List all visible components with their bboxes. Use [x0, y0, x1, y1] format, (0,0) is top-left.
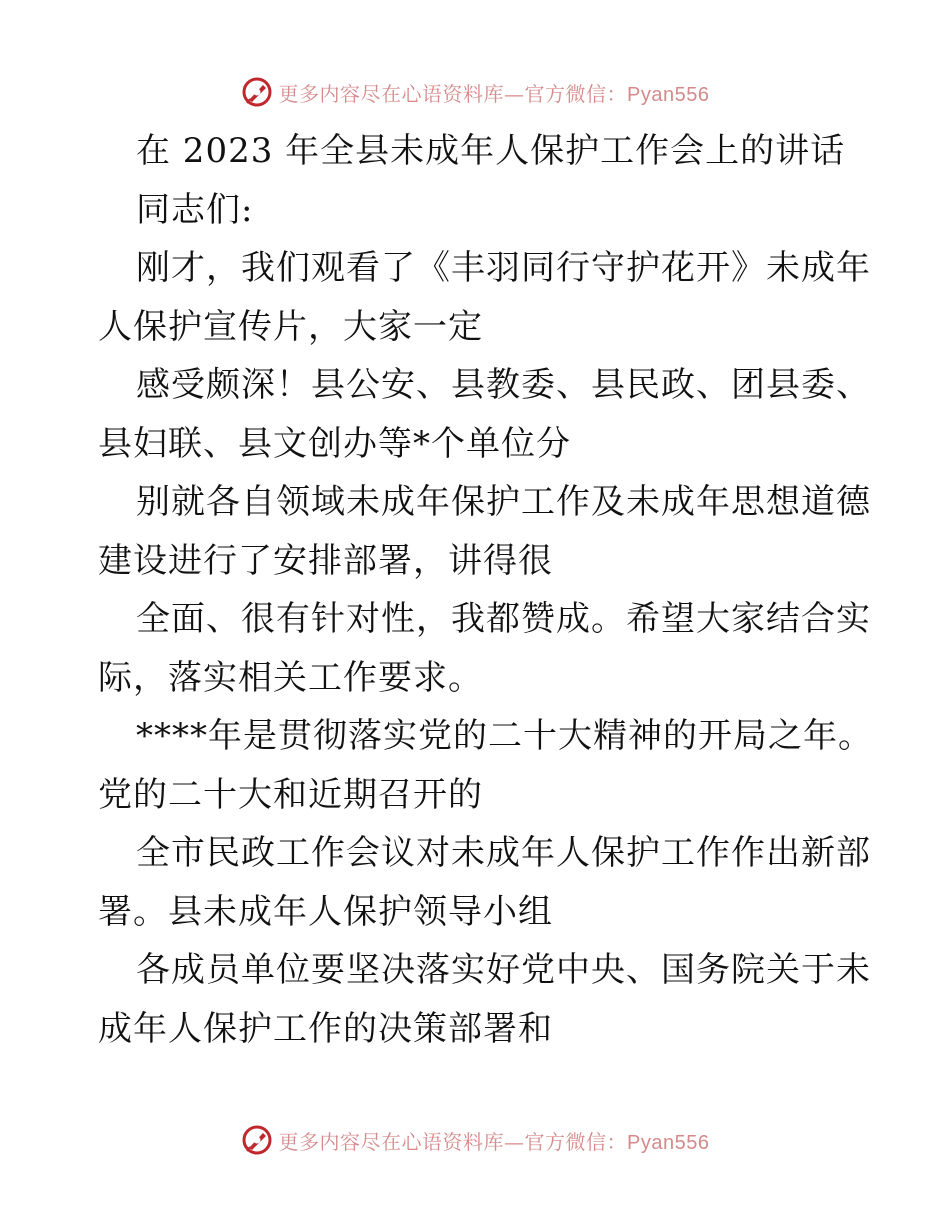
paragraph-line: 署。县未成年人保护领导小组 [98, 891, 553, 932]
paragraph-line: 各成员单位要坚决落实好党中央、国务院关于未 [136, 950, 871, 990]
quill-circle-logo-icon [241, 1124, 273, 1156]
paragraph-line: 建设进行了安排部署，讲得很 [98, 540, 553, 581]
paragraph-line: 成年人保护工作的决策部署和 [98, 1008, 553, 1049]
watermark-text: 更多内容尽在心语资料库—官方微信：Pyan556 [278, 1129, 710, 1154]
watermark-wechat-id: Pyan556 [627, 1131, 710, 1154]
paragraph-line: 全市民政工作会议对未成年人保护工作作出新部 [136, 833, 871, 873]
paragraph-line: 际，落实相关工作要求。 [98, 657, 483, 698]
paragraph-line: 县妇联、县文创办等*个单位分 [98, 423, 571, 464]
paragraph-line: 感受颇深！县公安、县教委、县民政、团县委、 [136, 365, 871, 405]
footer-watermark [0, 1120, 950, 1160]
quill-circle-logo-icon [241, 76, 273, 108]
paragraph-line: 刚才，我们观看了《丰羽同行守护花开》未成年 [136, 248, 871, 288]
document-body [98, 122, 873, 1058]
watermark-wechat-id: Pyan556 [627, 83, 710, 106]
watermark-text: 更多内容尽在心语资料库—官方微信：Pyan556 [278, 81, 710, 106]
paragraph-line: 全面、很有针对性，我都赞成。希望大家结合实 [136, 599, 871, 639]
salutation: 同志们: [136, 189, 254, 230]
header-watermark [0, 72, 950, 112]
document-title: 在 2023 年全县未成年人保护工作会上的讲话 [136, 131, 846, 171]
paragraph-line: ****年是贯彻落实党的二十大精神的开局之年。 [136, 716, 873, 756]
paragraph-line: 党的二十大和近期召开的 [98, 774, 483, 815]
paragraph-line: 别就各自领域未成年保护工作及未成年思想道德 [136, 482, 871, 522]
paragraph-line: 人保护宣传片，大家一定 [98, 306, 483, 347]
